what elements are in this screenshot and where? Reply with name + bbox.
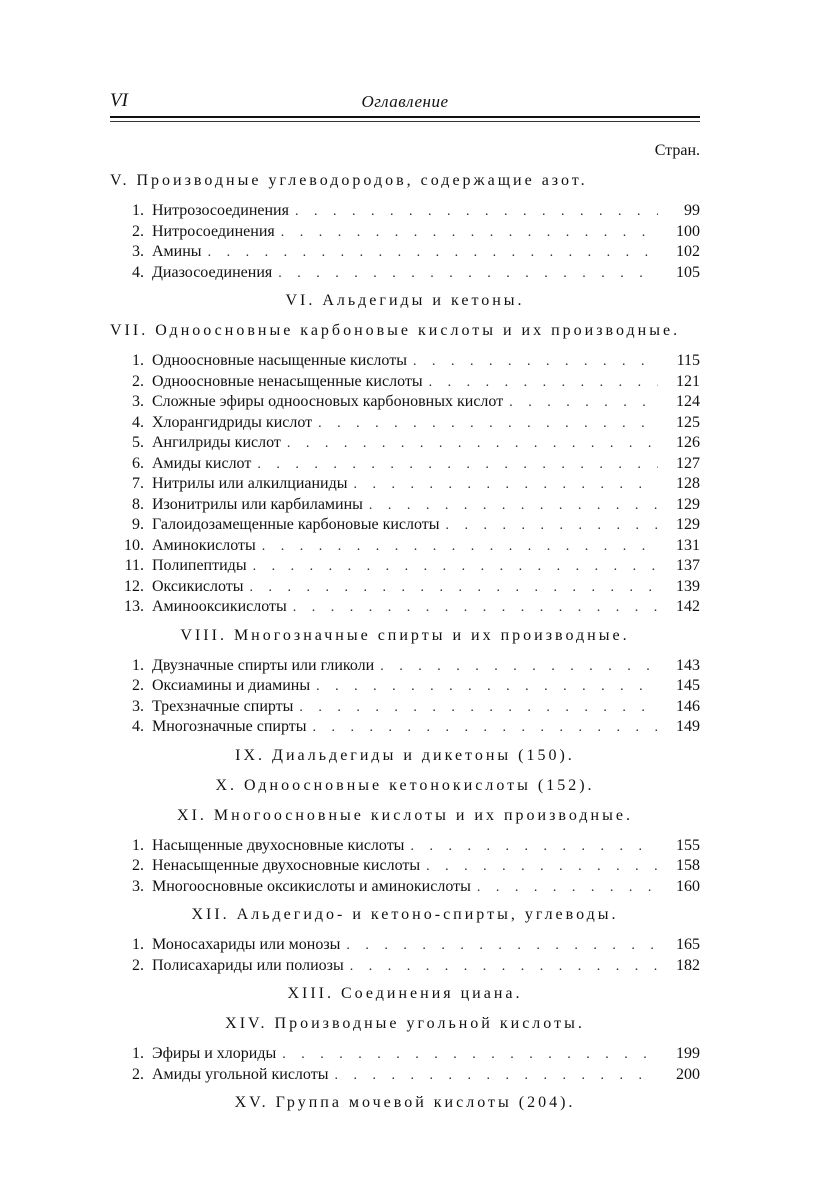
entry-page-number: 143 (676, 656, 700, 674)
toc-entry (110, 657, 700, 678)
dot-leader (287, 436, 658, 452)
toc-entry (110, 677, 700, 698)
entry-page-number: 128 (676, 475, 700, 492)
entry-number: 2. (132, 956, 144, 974)
entry-page-number: 165 (676, 936, 700, 953)
entry-number: 4. (132, 413, 144, 431)
entry-page-number: 200 (676, 1065, 700, 1083)
toc-entry (110, 223, 700, 244)
entry-number: 1. (132, 936, 144, 953)
dot-leader (318, 416, 658, 432)
toc-entry (110, 393, 700, 414)
page-column-label: Стран. (654, 142, 700, 159)
dot-leader (316, 679, 658, 695)
entry-page-number: 137 (676, 557, 700, 574)
page-title: Оглавление (361, 92, 449, 111)
toc-entry (110, 598, 700, 619)
entry-page-number: 158 (676, 857, 700, 874)
dot-leader (350, 959, 658, 975)
entry-title: Хлорангидриды кислот (152, 413, 313, 431)
chapter-entry-list (110, 657, 700, 739)
header-rule (110, 116, 700, 118)
chapter-heading: XII. Альдегидо- и кетоно-спирты, углеводы. (191, 906, 619, 923)
toc-entry (110, 878, 700, 899)
entry-number: 1. (132, 352, 144, 369)
toc-entry (110, 578, 700, 599)
entry-page-number: 115 (676, 352, 700, 369)
entry-title: Ангилриды кислот (152, 434, 281, 451)
entry-title: Одноосновные насыщенные кислоты (152, 352, 407, 369)
dot-leader (253, 559, 658, 575)
chapter-entry-list (110, 837, 700, 899)
entry-number: 2. (132, 677, 144, 694)
chapter-heading: V. Производные углеводородов, содержащие азот. (110, 172, 588, 189)
entry-number: 3. (132, 393, 144, 410)
entry-page-number: 127 (676, 454, 700, 472)
dot-leader (299, 700, 658, 716)
entry-number: 13. (124, 598, 144, 615)
toc-entry (110, 857, 700, 878)
toc-entry (110, 1066, 700, 1087)
entry-page-number: 129 (676, 516, 700, 533)
entry-number: 12. (124, 577, 144, 595)
entry-number: 1. (132, 1045, 144, 1062)
chapter-heading: XIII. Соединения циана. (287, 985, 523, 1002)
entry-page-number: 149 (676, 718, 700, 735)
entry-title: Аминооксикислоты (152, 598, 287, 615)
toc-entry (110, 936, 700, 957)
entry-page-number: 99 (684, 202, 700, 219)
entry-number: 5. (132, 434, 144, 451)
entry-page-number: 126 (676, 434, 700, 451)
toc-entry (110, 434, 700, 455)
dot-leader (429, 375, 658, 391)
dot-leader (250, 580, 658, 596)
running-head (110, 86, 700, 116)
entry-number: 4. (132, 718, 144, 735)
entry-page-number: 129 (676, 495, 700, 513)
dot-leader (380, 659, 658, 675)
toc-entry (110, 475, 700, 496)
entry-title: Полисахариды или полиозы (152, 956, 344, 974)
entry-title: Многоосновные оксикислоты и аминокислоты (152, 877, 471, 895)
entry-page-number: 121 (676, 372, 700, 390)
chapter-heading: XIV. Производные угольной кислоты. (225, 1015, 585, 1032)
chapter-entry-list (110, 352, 700, 619)
dot-leader (334, 1068, 658, 1084)
dot-leader (278, 266, 658, 282)
entry-title: Оксикислоты (152, 577, 244, 595)
entry-title: Ненасыщенные двухосновные кислоты (152, 857, 421, 874)
dot-leader (257, 457, 658, 473)
toc-entry (110, 837, 700, 858)
entry-number: 4. (132, 263, 144, 281)
chapter-heading: VI. Альдегиды и кетоны. (285, 292, 525, 309)
toc-entry (110, 516, 700, 537)
dot-leader (509, 395, 658, 411)
entry-number: 8. (132, 495, 144, 513)
entry-title: Моносахариды или монозы (152, 936, 341, 953)
toc-entry (110, 496, 700, 517)
chapter-entry-list (110, 202, 700, 284)
entry-number: 6. (132, 454, 144, 472)
dot-leader (282, 1047, 658, 1063)
entry-page-number: 182 (676, 956, 700, 974)
dot-leader (354, 477, 659, 493)
entry-page-number: 160 (676, 877, 700, 895)
entry-title: Нитрозосоединения (152, 202, 289, 219)
chapter-heading: IX. Диальдегиды и дикетоны (150). (235, 746, 575, 764)
dot-leader (426, 859, 658, 875)
entry-number: 10. (124, 536, 144, 554)
chapter-heading: VIII. Многозначные спирты и их производные. (180, 626, 630, 644)
entry-page-number: 146 (676, 697, 700, 715)
entry-title: Эфиры и хлориды (152, 1045, 277, 1062)
chapter-heading: X. Одноосновные кетонокислоты (152). (215, 776, 595, 794)
toc-entry (110, 537, 700, 558)
entry-title: Диазосоединения (152, 263, 273, 281)
entry-title: Трехзначные спирты (152, 697, 294, 715)
entry-title: Амины (152, 243, 202, 260)
dot-leader (413, 354, 658, 370)
entry-number: 1. (132, 836, 144, 854)
entry-title: Нитросоединения (152, 222, 275, 240)
entry-page-number: 155 (676, 836, 700, 854)
chapter-heading: VII. Одноосновные карбоновые кислоты и их производные. (110, 322, 681, 339)
dot-leader (295, 204, 658, 220)
entry-page-number: 105 (676, 263, 700, 281)
entry-title: Полипептиды (152, 557, 247, 574)
dot-leader (281, 225, 658, 241)
toc-entry (110, 455, 700, 476)
toc-entry (110, 243, 700, 264)
toc-entry (110, 202, 700, 223)
entry-page-number: 139 (676, 577, 700, 595)
header-rule-thin (110, 121, 700, 122)
entry-number: 9. (132, 516, 144, 533)
toc-entry (110, 957, 700, 978)
entry-title: Одноосновные ненасыщенные кислоты (152, 372, 423, 390)
entry-title: Оксиамины и диамины (152, 677, 311, 694)
entry-number: 3. (132, 697, 144, 715)
entry-page-number: 125 (676, 413, 700, 431)
entry-number: 2. (132, 372, 144, 390)
chapter-heading: XV. Группа мочевой кислоты (204). (234, 1094, 576, 1111)
dot-leader (477, 880, 658, 896)
entry-number: 1. (132, 656, 144, 674)
entry-page-number: 145 (676, 677, 700, 694)
entry-title: Нитрилы или алкилцианиды (152, 475, 348, 492)
entry-title: Галоидозамещенные карбоновые кислоты (152, 516, 440, 533)
toc-entry (110, 352, 700, 373)
toc-entry (110, 373, 700, 394)
chapter-heading: XI. Многоосновные кислоты и их производные. (177, 806, 633, 824)
entry-page-number: 199 (676, 1045, 700, 1062)
chapter-entry-list (110, 936, 700, 977)
entry-title: Насыщенные двухосновные кислоты (152, 836, 405, 854)
entry-page-number: 131 (676, 536, 700, 554)
entry-number: 2. (132, 857, 144, 874)
entry-page-number: 100 (676, 222, 700, 240)
table-of-contents (110, 172, 700, 1112)
entry-number: 2. (132, 1065, 144, 1083)
chapter-entry-list (110, 1045, 700, 1086)
dot-leader (293, 600, 658, 616)
dot-leader (262, 539, 658, 555)
page-number: VI (110, 90, 128, 111)
dot-leader (208, 245, 658, 261)
entry-title: Изонитрилы или карбиламины (152, 495, 363, 513)
entry-page-number: 124 (676, 393, 700, 410)
toc-entry (110, 1045, 700, 1066)
entry-title: Аминокислоты (152, 536, 256, 554)
entry-title: Сложные эфиры одноосновых карбоновных кислот (152, 393, 504, 410)
entry-page-number: 142 (676, 598, 700, 615)
toc-entry (110, 264, 700, 285)
dot-leader (446, 518, 658, 534)
entry-number: 11. (124, 557, 144, 574)
entry-page-number: 102 (676, 243, 700, 260)
toc-entry (110, 718, 700, 739)
entry-number: 7. (132, 475, 144, 492)
toc-entry (110, 414, 700, 435)
entry-number: 3. (132, 877, 144, 895)
entry-number: 2. (132, 222, 144, 240)
entry-title: Многозначные спирты (152, 718, 307, 735)
entry-title: Амиды кислот (152, 454, 252, 472)
toc-entry (110, 698, 700, 719)
toc-entry (110, 557, 700, 578)
dot-leader (369, 498, 658, 514)
dot-leader (410, 839, 658, 855)
entry-title: Амиды угольной кислоты (152, 1065, 329, 1083)
toc-page (110, 86, 700, 1124)
entry-title: Двузначные спирты или гликоли (152, 656, 375, 674)
dot-leader (313, 720, 658, 736)
entry-number: 3. (132, 243, 144, 260)
entry-number: 1. (132, 202, 144, 219)
dot-leader (346, 938, 658, 954)
